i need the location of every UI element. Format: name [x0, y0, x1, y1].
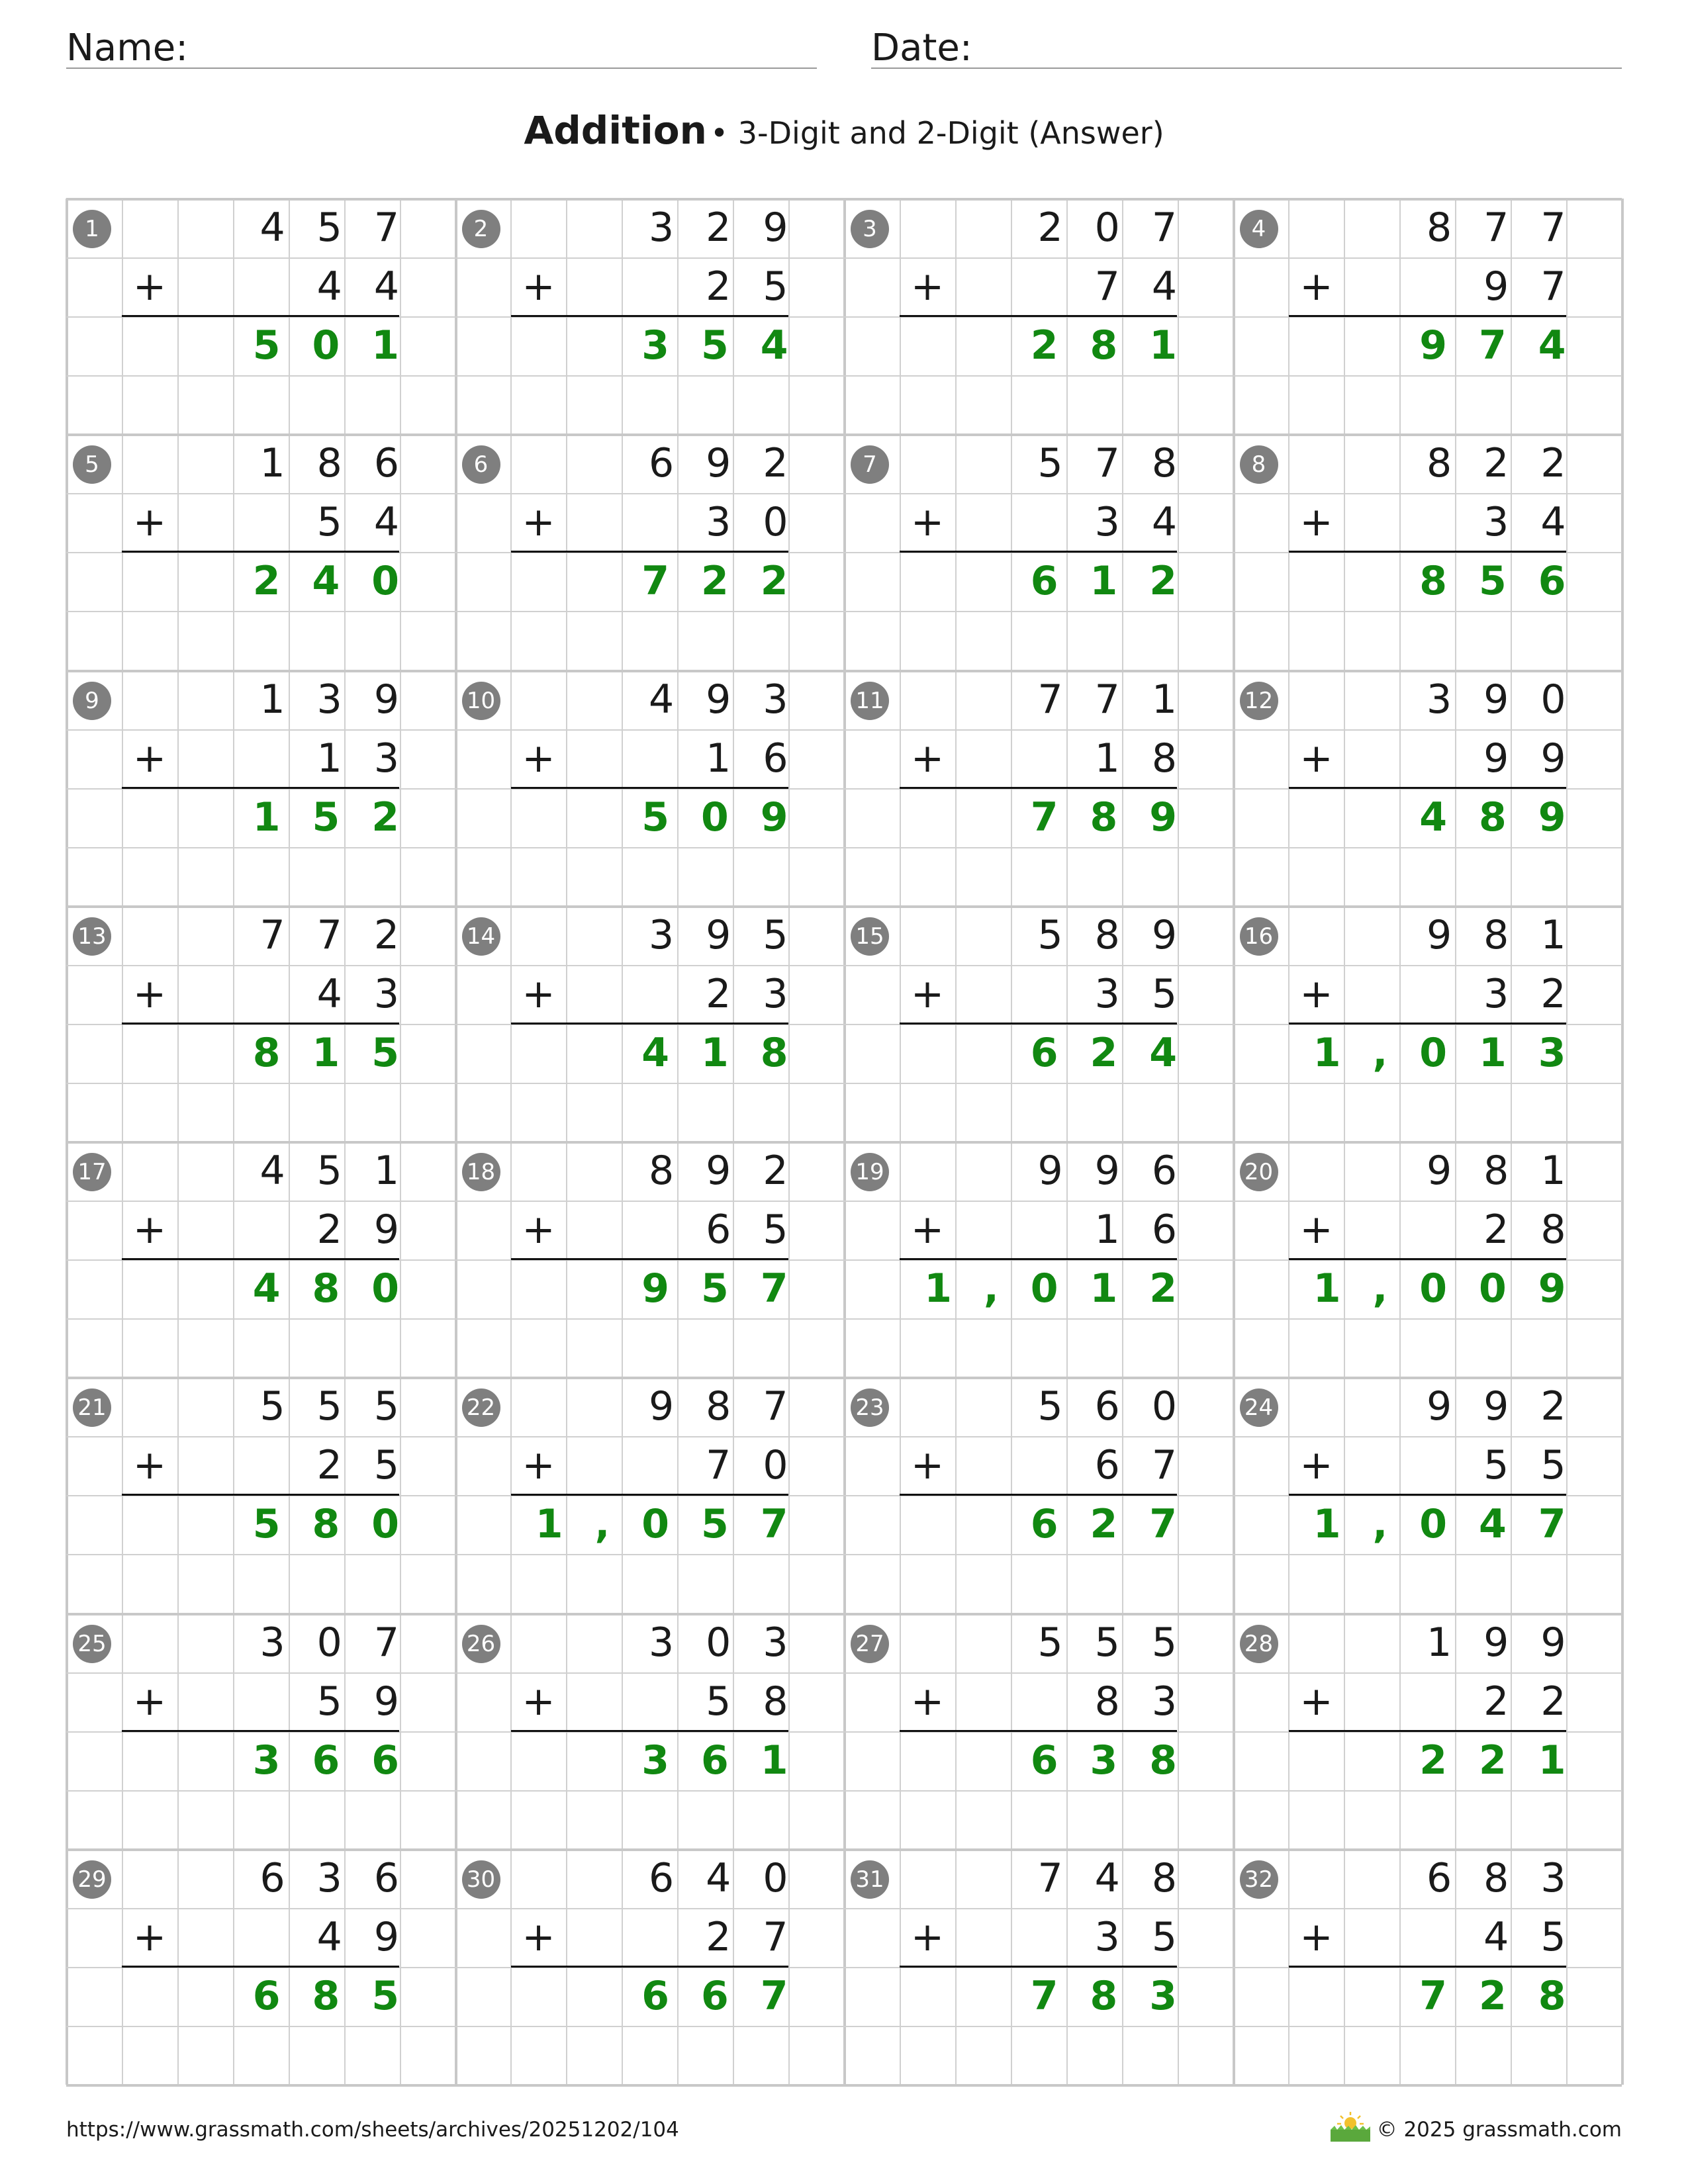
- grass-sun-icon: [1329, 2110, 1372, 2143]
- addend-top: 395: [648, 911, 820, 958]
- answer[interactable]: 418: [641, 1029, 820, 1076]
- addend-bottom: 54: [316, 499, 431, 546]
- plus-sign: +: [1299, 1913, 1333, 1960]
- addend-top: 303: [648, 1619, 820, 1666]
- problem-number-badge: 18: [462, 1153, 500, 1191]
- problem-number-badge: 7: [851, 445, 889, 484]
- plus-sign: +: [132, 1913, 167, 1960]
- problem: [455, 906, 845, 1142]
- problem-number-badge: 25: [73, 1625, 111, 1663]
- answer[interactable]: 281: [1030, 322, 1209, 369]
- answer[interactable]: 728: [1419, 1972, 1598, 2019]
- addend-bottom: 67: [1094, 1442, 1209, 1489]
- plus-sign: +: [1299, 1206, 1333, 1253]
- problem-number-badge: 10: [462, 682, 500, 720]
- problem-number-badge: 26: [462, 1625, 500, 1663]
- answer[interactable]: 1,013: [1313, 1029, 1598, 1076]
- title-sub: • 3-Digit and 2-Digit (Answer): [710, 115, 1164, 151]
- problem-number-badge: 32: [1240, 1860, 1278, 1899]
- problem: [844, 670, 1233, 906]
- addend-top: 892: [648, 1148, 820, 1194]
- addend-top: 457: [259, 205, 431, 251]
- problem: [1233, 1142, 1622, 1377]
- answer[interactable]: 480: [252, 1265, 431, 1312]
- addend-top: 987: [648, 1383, 820, 1430]
- answer[interactable]: 974: [1419, 322, 1598, 369]
- problem-number-badge: 12: [1240, 682, 1278, 720]
- problem: [455, 1614, 845, 1849]
- problem: [844, 1849, 1233, 2085]
- answer[interactable]: 856: [1419, 558, 1598, 605]
- answer[interactable]: 221: [1419, 1737, 1598, 1784]
- answer[interactable]: 1,057: [535, 1501, 820, 1548]
- worksheet-grid: [66, 199, 1622, 2085]
- addend-top: 493: [648, 676, 820, 723]
- addend-top: 207: [1037, 205, 1209, 251]
- addend-top: 692: [648, 440, 820, 487]
- answer[interactable]: 627: [1030, 1501, 1209, 1548]
- addend-top: 683: [1426, 1854, 1598, 1901]
- plus-sign: +: [522, 263, 555, 310]
- answer[interactable]: 783: [1030, 1972, 1209, 2019]
- addend-top: 771: [1037, 676, 1209, 723]
- addend-bottom: 65: [706, 1206, 820, 1253]
- answer[interactable]: 1,047: [1313, 1501, 1598, 1548]
- addend-top: 578: [1037, 440, 1209, 487]
- answer[interactable]: 152: [252, 794, 431, 841]
- addend-bottom: 27: [706, 1913, 820, 1960]
- problem-number-badge: 9: [73, 682, 111, 720]
- problem-number-badge: 23: [851, 1388, 889, 1427]
- page-title: [0, 106, 1688, 165]
- plus-sign: +: [910, 1206, 945, 1253]
- problem: [66, 434, 455, 670]
- addend-bottom: 34: [1483, 499, 1598, 546]
- addend-top: 329: [648, 205, 820, 251]
- problem-number-badge: 14: [462, 917, 500, 956]
- addend-top: 451: [259, 1148, 431, 1194]
- addend-top: 640: [648, 1854, 820, 1901]
- addend-top: 560: [1037, 1383, 1209, 1430]
- addend-top: 555: [1037, 1619, 1209, 1666]
- problem-number-badge: 28: [1240, 1625, 1278, 1663]
- problem: [1233, 670, 1622, 906]
- plus-sign: +: [910, 263, 945, 310]
- problem-number-badge: 13: [73, 917, 111, 956]
- problem: [66, 1614, 455, 1849]
- problem: [66, 199, 455, 434]
- problem: [455, 1849, 845, 2085]
- problem-number-badge: 11: [851, 682, 889, 720]
- problem: [844, 434, 1233, 670]
- problem-number-badge: 2: [462, 210, 500, 248]
- answer[interactable]: 240: [252, 558, 431, 605]
- answer[interactable]: 489: [1419, 794, 1598, 841]
- plus-sign: +: [132, 263, 167, 310]
- answer[interactable]: 1,009: [1313, 1265, 1598, 1312]
- addend-top: 981: [1426, 1148, 1598, 1194]
- problem: [66, 1142, 455, 1377]
- addend-bottom: 23: [706, 970, 820, 1017]
- problem: [1233, 906, 1622, 1142]
- plus-sign: +: [132, 1678, 167, 1725]
- problem-number-badge: 31: [851, 1860, 889, 1899]
- addend-bottom: 22: [1483, 1678, 1598, 1725]
- plus-sign: +: [910, 499, 945, 546]
- addend-top: 307: [259, 1619, 431, 1666]
- answer[interactable]: 815: [252, 1029, 431, 1076]
- addend-top: 589: [1037, 911, 1209, 958]
- addend-bottom: 35: [1094, 970, 1209, 1017]
- problem: [844, 1377, 1233, 1613]
- answer[interactable]: 1,012: [924, 1265, 1209, 1312]
- problem: [455, 434, 845, 670]
- problem: [1233, 1849, 1622, 2085]
- plus-sign: +: [910, 1442, 945, 1489]
- problem-number-badge: 1: [73, 210, 111, 248]
- answer[interactable]: 667: [641, 1972, 820, 2019]
- date-line[interactable]: [871, 68, 1622, 69]
- plus-sign: +: [522, 499, 555, 546]
- problem-number-badge: 17: [73, 1153, 111, 1191]
- addend-bottom: 28: [1483, 1206, 1598, 1253]
- plus-sign: +: [132, 499, 167, 546]
- addend-bottom: 45: [1483, 1913, 1598, 1960]
- answer[interactable]: 722: [641, 558, 820, 605]
- plus-sign: +: [132, 735, 167, 782]
- addend-bottom: 59: [316, 1678, 431, 1725]
- answer[interactable]: 366: [252, 1737, 431, 1784]
- plus-sign: +: [1299, 1678, 1333, 1725]
- plus-sign: +: [522, 1678, 555, 1725]
- answer[interactable]: 685: [252, 1972, 431, 2019]
- addend-top: 772: [259, 911, 431, 958]
- plus-sign: +: [522, 1913, 555, 1960]
- title-main: Addition: [524, 108, 707, 153]
- addend-top: 139: [259, 676, 431, 723]
- addend-top: 186: [259, 440, 431, 487]
- addend-bottom: 18: [1094, 735, 1209, 782]
- plus-sign: +: [910, 735, 945, 782]
- problem-number-badge: 16: [1240, 917, 1278, 956]
- plus-sign: +: [522, 1442, 555, 1489]
- addend-bottom: 32: [1483, 970, 1598, 1017]
- problem: [66, 906, 455, 1142]
- answer[interactable]: 638: [1030, 1737, 1209, 1784]
- addend-bottom: 29: [316, 1206, 431, 1253]
- problem-number-badge: 6: [462, 445, 500, 484]
- problem: [455, 1377, 845, 1613]
- problem: [844, 906, 1233, 1142]
- problem: [844, 199, 1233, 434]
- addend-top: 992: [1426, 1383, 1598, 1430]
- answer[interactable]: 509: [641, 794, 820, 841]
- problem: [1233, 199, 1622, 434]
- addend-bottom: 30: [706, 499, 820, 546]
- plus-sign: +: [522, 970, 555, 1017]
- addend-top: 199: [1426, 1619, 1598, 1666]
- answer[interactable]: 354: [641, 322, 820, 369]
- footer-copyright: © 2025 grassmath.com: [1376, 2118, 1622, 2142]
- answer[interactable]: 789: [1030, 794, 1209, 841]
- addend-bottom: 16: [1094, 1206, 1209, 1253]
- addend-bottom: 16: [706, 735, 820, 782]
- plus-sign: +: [910, 970, 945, 1017]
- plus-sign: +: [132, 970, 167, 1017]
- answer[interactable]: 624: [1030, 1029, 1209, 1076]
- answer[interactable]: 501: [252, 322, 431, 369]
- addend-bottom: 44: [316, 263, 431, 310]
- problem: [455, 1142, 845, 1377]
- plus-sign: +: [1299, 263, 1333, 310]
- plus-sign: +: [910, 1913, 945, 1960]
- addend-top: 877: [1426, 205, 1598, 251]
- addend-bottom: 49: [316, 1913, 431, 1960]
- addend-bottom: 99: [1483, 735, 1598, 782]
- name-line[interactable]: [66, 68, 817, 69]
- problem-number-badge: 21: [73, 1388, 111, 1427]
- answer[interactable]: 361: [641, 1737, 820, 1784]
- addend-top: 636: [259, 1854, 431, 1901]
- problem-number-badge: 29: [73, 1860, 111, 1899]
- answer[interactable]: 612: [1030, 558, 1209, 605]
- addend-bottom: 34: [1094, 499, 1209, 546]
- addend-bottom: 55: [1483, 1442, 1598, 1489]
- problem: [66, 1377, 455, 1613]
- problem: [844, 1142, 1233, 1377]
- problem-number-badge: 22: [462, 1388, 500, 1427]
- answer[interactable]: 580: [252, 1501, 431, 1548]
- problem: [66, 670, 455, 906]
- footer-url: https://www.grassmath.com/sheets/archives/20251202/104: [66, 2118, 679, 2142]
- addend-top: 822: [1426, 440, 1598, 487]
- problem-number-badge: 27: [851, 1625, 889, 1663]
- problem-number-badge: 19: [851, 1153, 889, 1191]
- addend-bottom: 35: [1094, 1913, 1209, 1960]
- problem: [66, 1849, 455, 2085]
- addend-bottom: 58: [706, 1678, 820, 1725]
- problem: [844, 1614, 1233, 1849]
- addend-bottom: 13: [316, 735, 431, 782]
- addend-top: 996: [1037, 1148, 1209, 1194]
- problem-number-badge: 4: [1240, 210, 1278, 248]
- problem-number-badge: 24: [1240, 1388, 1278, 1427]
- addend-bottom: 70: [706, 1442, 820, 1489]
- problem-number-badge: 20: [1240, 1153, 1278, 1191]
- plus-sign: +: [1299, 1442, 1333, 1489]
- addend-top: 555: [259, 1383, 431, 1430]
- addend-top: 748: [1037, 1854, 1209, 1901]
- plus-sign: +: [522, 735, 555, 782]
- plus-sign: +: [522, 1206, 555, 1253]
- plus-sign: +: [132, 1442, 167, 1489]
- date-label: Date:: [871, 26, 972, 69]
- addend-bottom: 83: [1094, 1678, 1209, 1725]
- problem-number-badge: 3: [851, 210, 889, 248]
- problem: [1233, 434, 1622, 670]
- problem-number-badge: 8: [1240, 445, 1278, 484]
- problem-number-badge: 5: [73, 445, 111, 484]
- name-label: Name:: [66, 26, 189, 69]
- plus-sign: +: [1299, 735, 1333, 782]
- addend-bottom: 25: [706, 263, 820, 310]
- addend-top: 981: [1426, 911, 1598, 958]
- answer[interactable]: 957: [641, 1265, 820, 1312]
- addend-top: 390: [1426, 676, 1598, 723]
- plus-sign: +: [1299, 499, 1333, 546]
- problem: [455, 199, 845, 434]
- problem: [1233, 1377, 1622, 1613]
- plus-sign: +: [1299, 970, 1333, 1017]
- problem-number-badge: 15: [851, 917, 889, 956]
- addend-bottom: 25: [316, 1442, 431, 1489]
- addend-bottom: 43: [316, 970, 431, 1017]
- addend-bottom: 74: [1094, 263, 1209, 310]
- addend-bottom: 97: [1483, 263, 1598, 310]
- plus-sign: +: [132, 1206, 167, 1253]
- plus-sign: +: [910, 1678, 945, 1725]
- problem: [455, 670, 845, 906]
- problem-number-badge: 30: [462, 1860, 500, 1899]
- problem: [1233, 1614, 1622, 1849]
